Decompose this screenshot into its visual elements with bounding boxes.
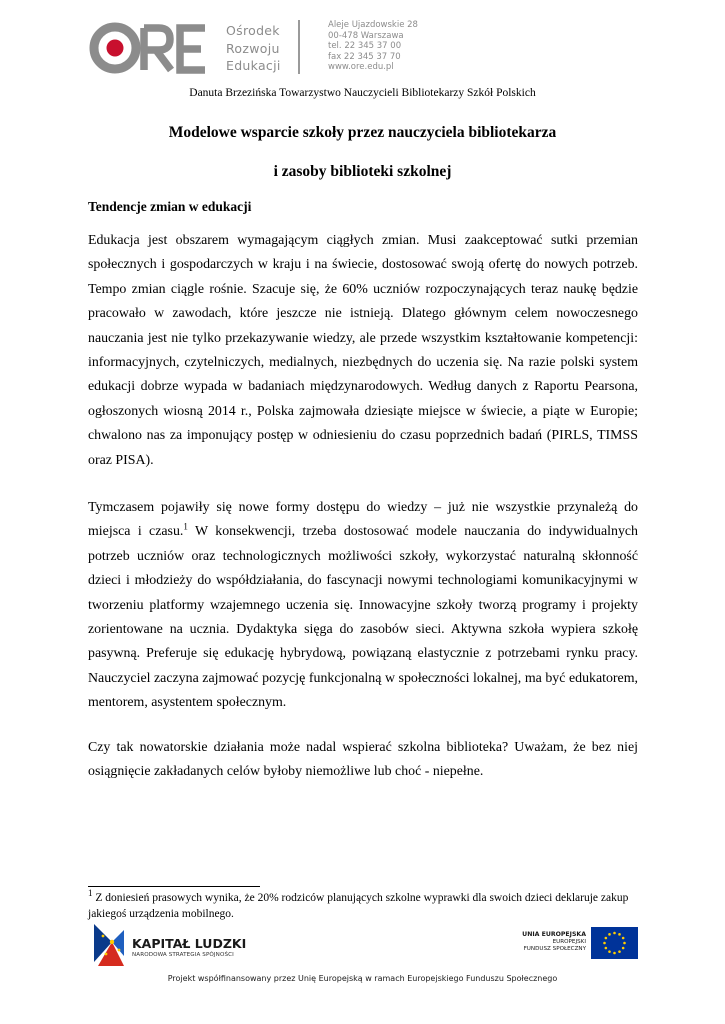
paragraph-2 bbox=[88, 496, 638, 716]
eu-label-line-1: UNIA EUROPEJSKA bbox=[522, 931, 586, 938]
paragraph-3: Czy tak nowatorskie działania może nadal wspierać szkolna biblioteka? Uważam, że bez niej osiągnięcie zakładanych celów byłoby niemożliwe lub choć - niepełne. bbox=[88, 740, 638, 780]
address-line-1: Aleje Ujazdowskie 28 bbox=[328, 20, 418, 30]
eu-label-line-2: EUROPEJSKI bbox=[552, 938, 586, 945]
eu-flag-icon bbox=[591, 927, 638, 959]
document-title-line-1: Modelowe wsparcie szkoły przez nauczyciela bibliotekarza bbox=[168, 124, 557, 141]
ore-address bbox=[328, 20, 418, 73]
ore-org-line-2: Rozwoju bbox=[226, 40, 280, 56]
paragraph-2-part-b: W konsekwencji, trzeba dostosować modele nauczania do indywidualnych potrzeb uczniów oraz technologicznych możliwości szkoły, wykorzystać naturalną skłonność dzieci i młodzieży do współdziałania, do fascynacji nowymi technologiami komunikacyjnymi w tworzeniu platformy wzajemnego uczenia się. Innowacyjne szkoły tworzą programy i projekty zorientowane na ucznia. Dydaktyka sięga do zasobów sieci. Aktywna szkoła wypiera szkołę pasywną. Preferuje się edukację hybrydową, powiązaną elastycznie z potrzebami rynku pracy. Nauczyciel zaczyna zajmować pozycję funkcjonalną w społeczności lokalnej, ma być edukatorem, mentorem, asystentem społecznym. bbox=[88, 524, 638, 711]
project-funding-note: Projekt współfinansowany przez Unię Europejską w ramach Europejskiego Funduszu Społecznego bbox=[167, 974, 558, 983]
footnote bbox=[88, 890, 638, 922]
footnote-number: 1 bbox=[88, 888, 93, 899]
footnote-text: Z doniesień prasowych wynika, że 20% rodziców planujących szkolne wyprawki dla swoich dzieci deklaruje zakup jakiegoś urządzenia mobilnego. bbox=[88, 892, 629, 920]
eu-star bbox=[618, 933, 621, 936]
eu-star bbox=[623, 942, 626, 945]
eu-star bbox=[605, 937, 608, 940]
eu-fund-label bbox=[480, 931, 586, 954]
eu-star bbox=[608, 933, 611, 936]
address-line-2: 00-478 Warszawa bbox=[328, 30, 404, 41]
ore-divider bbox=[298, 20, 300, 74]
paragraph-2-part-a: Tymczasem pojawiły się nowe formy dostępu do wiedzy – już nie wszystkie przynależą do miejsca i czasu. bbox=[88, 500, 638, 540]
eu-star bbox=[605, 947, 608, 950]
eu-star bbox=[603, 942, 606, 945]
ore-logo-mark bbox=[88, 20, 208, 78]
eu-star bbox=[622, 947, 625, 950]
paragraph-1: Edukacja jest obszarem wymagającym ciągłych zmian. Musi zaakceptować sutki przemian społecznych i gospodarczych w kraju i na świecie, dostosować swoją ofertę do nowych potrzeb. Tempo zmian ciągle rośnie. Szacuje się, że 60% uczniów rozpoczynających teraz naukę będzie pracowało w zawodach, które jeszcze nie istnieją. Dlatego głównym celem nowoczesnego nauczania jest nie tylko przekazywanie wiedzy, ale przede wszystkim kształtowanie kompetencji: informacyjnych, czytelniczych, medialnych, niezbędnych do uczenia się. Na razie polski system edukacji dobrze wypada w badaniach międzynarodowych. Według danych z Raportu Pearsona, ogłoszonych wiosną 2014 r., Polska zajmowała dziesiąte miejsce w świecie, a piąte w Europie; chwalono nas za imponujący postęp w odniesieniu do czasu poprzednich badań (PIRLS, TIMSS oraz PISA). bbox=[88, 233, 638, 468]
kapital-ludzki-emblem-icon bbox=[92, 922, 126, 968]
ore-org-name bbox=[226, 22, 281, 75]
document-title-line-2: i zasoby biblioteki szkolnej bbox=[273, 163, 452, 180]
ore-logo bbox=[88, 20, 418, 78]
document-authors: Danuta Brzezińska Towarzystwo Nauczycieli Bibliotekarzy Szkół Polskich bbox=[189, 87, 536, 99]
eu-label-line-3: FUNDUSZ SPOŁECZNY bbox=[523, 946, 586, 952]
eu-star bbox=[613, 932, 616, 935]
eu-star bbox=[622, 937, 625, 940]
section-heading: Tendencje zmian w edukacji bbox=[88, 199, 252, 214]
eu-star bbox=[608, 950, 611, 953]
kapital-ludzki-subtitle: NARODOWA STRATEGIA SPÓJNOŚCI bbox=[132, 952, 234, 958]
address-line-3: tel. 22 345 37 00 bbox=[328, 41, 402, 52]
address-line-4: fax 22 345 37 70 bbox=[328, 51, 401, 62]
footnote-reference[interactable]: 1 bbox=[183, 521, 188, 532]
kapital-ludzki-logo bbox=[92, 922, 267, 970]
ore-org-line-3: Edukacji bbox=[226, 58, 281, 73]
ore-org-line-1: Ośrodek bbox=[226, 23, 280, 38]
eu-star bbox=[613, 952, 616, 955]
eu-star bbox=[618, 950, 621, 953]
footnote-divider bbox=[88, 886, 260, 887]
address-line-5: www.ore.edu.pl bbox=[328, 62, 394, 73]
kapital-ludzki-title: KAPITAŁ LUDZKI bbox=[132, 936, 247, 951]
